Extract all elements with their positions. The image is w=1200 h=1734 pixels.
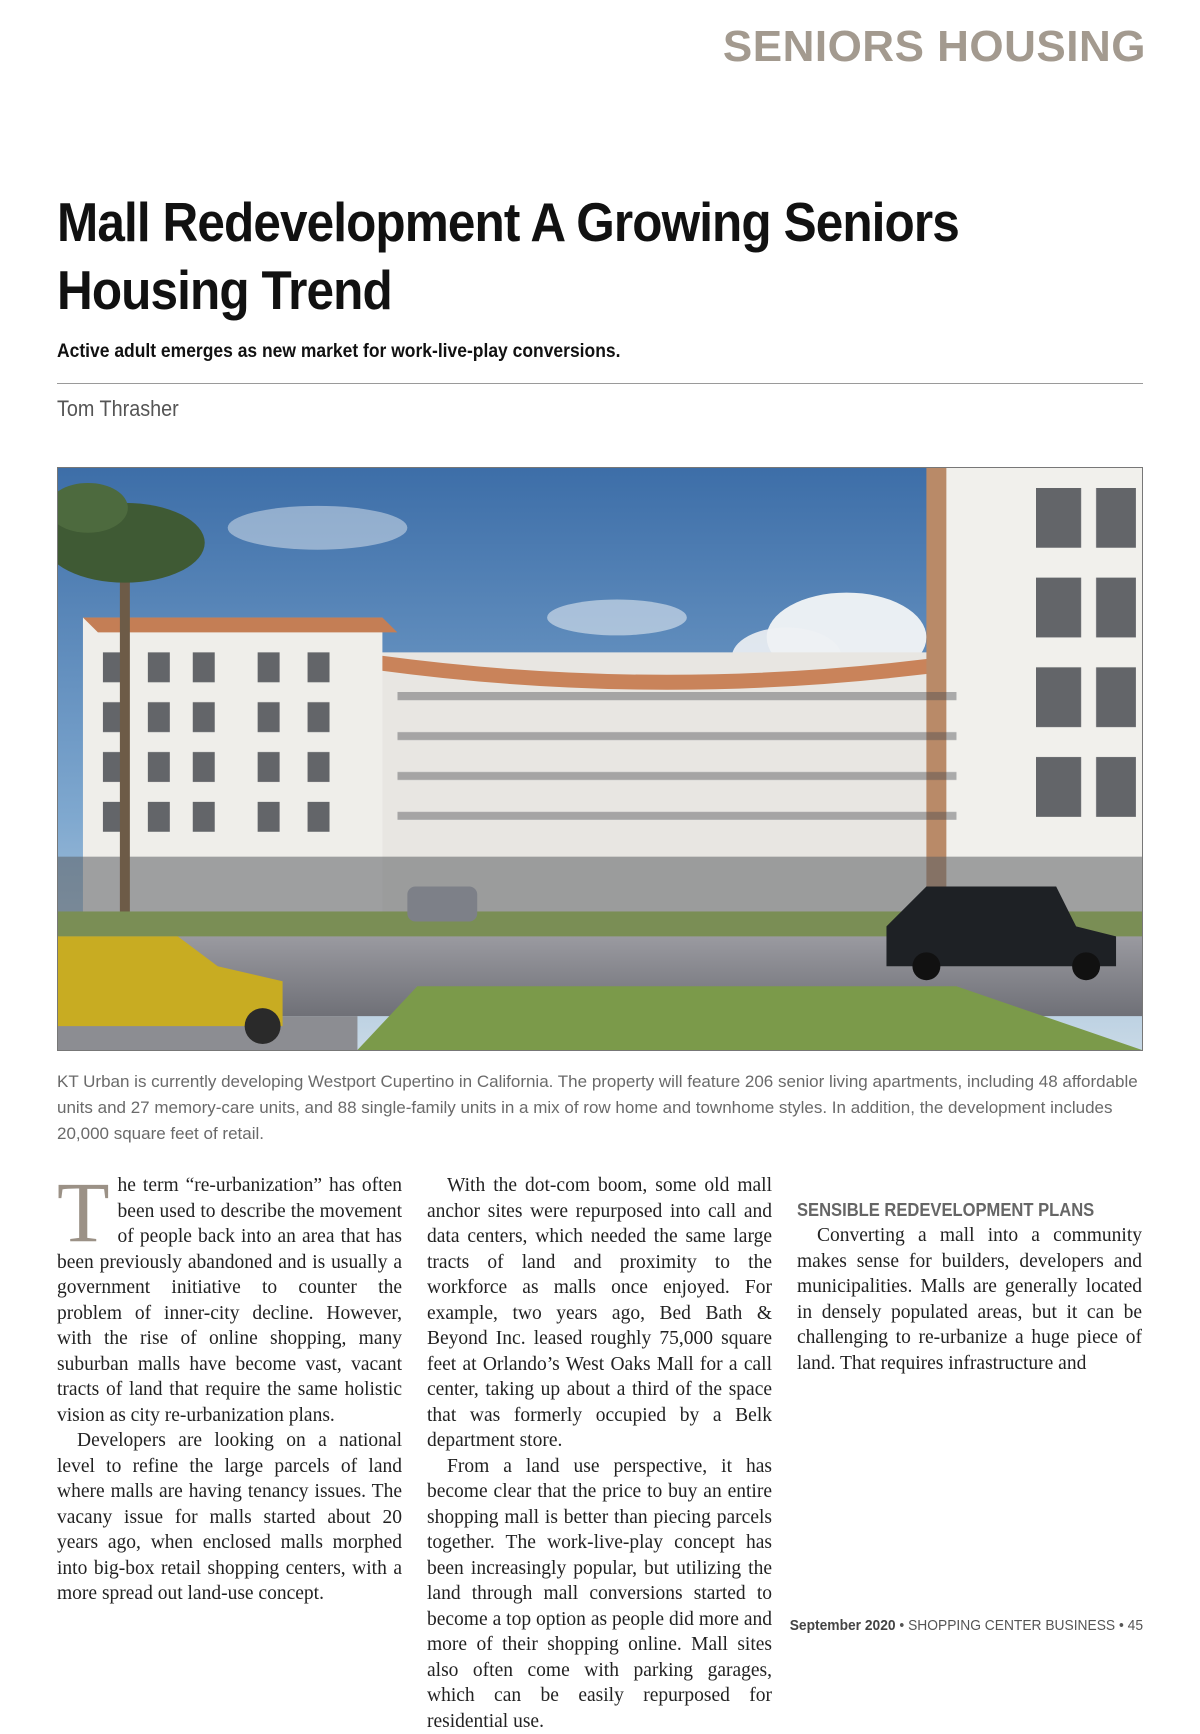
body-column-2 <box>427 1173 772 1734</box>
footer-separator: • <box>896 1617 909 1634</box>
body-column-3 <box>797 1173 1142 1376</box>
body-paragraph-4: From a land use perspective, it has become clear that the price to buy an entire shopping mall is better than piecing parcels together. The work-live-play concept has been increasingly popular, but utilizing the land through mall conversions started to become a top option as people did more and more of their shopping online. Mall sites also often come with parking garages, which can be easily repurposed for residential use. <box>427 1454 772 1734</box>
drop-cap: T <box>57 1177 110 1247</box>
photo-caption: KT Urban is currently developing Westport Cupertino in California. The property will feature 206 senior living apartments, including 48 affordable units and 27 memory-care units, and 88 single-family units in a mix of row home and townhome styles. In addition, the development includes 20,000 square feet of retail. <box>57 1069 1147 1147</box>
article-headline: Mall Redevelopment A Growing Seniors Housing Trend <box>57 188 1047 324</box>
byline: Tom Thrasher <box>57 396 179 422</box>
page-number: 45 <box>1128 1617 1143 1634</box>
section-subhead: SENSIBLE REDEVELOPMENT PLANS <box>797 1197 1114 1223</box>
body-paragraph-2: Developers are looking on a national level to refine the large parcels of land where malls are having tenancy issues. The vacany issue for malls started about 20 years ago, when enclosed malls morphed into big-box retail shopping centers, with a more spread out land-use concept. <box>57 1428 402 1607</box>
article-dek: Active adult emerges as new market for work-live-play conversions. <box>57 341 620 363</box>
footer-publication: SHOPPING CENTER BUSINESS <box>908 1617 1115 1634</box>
section-tag: SENIORS HOUSING <box>723 22 1146 72</box>
body-paragraph-3: With the dot-com boom, some old mall anchor sites were repurposed into call and data centers, which needed the same large tracts of land and proximity to the workforce as malls once enjoyed. For example, two years ago, Bed Bath & Beyond Inc. leased roughly 75,000 square feet at Orlando’s West Oaks Mall for a call center, taking up about a third of the space that was formerly occupied by a Belk department store. <box>427 1173 772 1454</box>
article-photo <box>57 467 1143 1051</box>
body-paragraph-1: he term “re-urbanization” has often been used to describe the movement of people back into an area that has been previously abandoned and is usually a government initiative to counter the problem of inner-city decline. However, with the rise of online shopping, many suburban malls have become vast, vacant tracts of land that require the same holistic vision as city re-urbanization plans. <box>57 1173 402 1428</box>
page-footer <box>790 1617 1143 1634</box>
footer-date: September 2020 <box>790 1617 896 1634</box>
divider <box>57 383 1143 384</box>
footer-separator: • <box>1115 1617 1128 1634</box>
body-column-1 <box>57 1173 402 1607</box>
body-paragraph-5: Converting a mall into a community makes sense for builders, developers and municipalities. Malls are generally located in densely populated areas, but it can be challenging to re-urbanize a huge piece of land. That requires infrastructure and <box>797 1223 1142 1376</box>
